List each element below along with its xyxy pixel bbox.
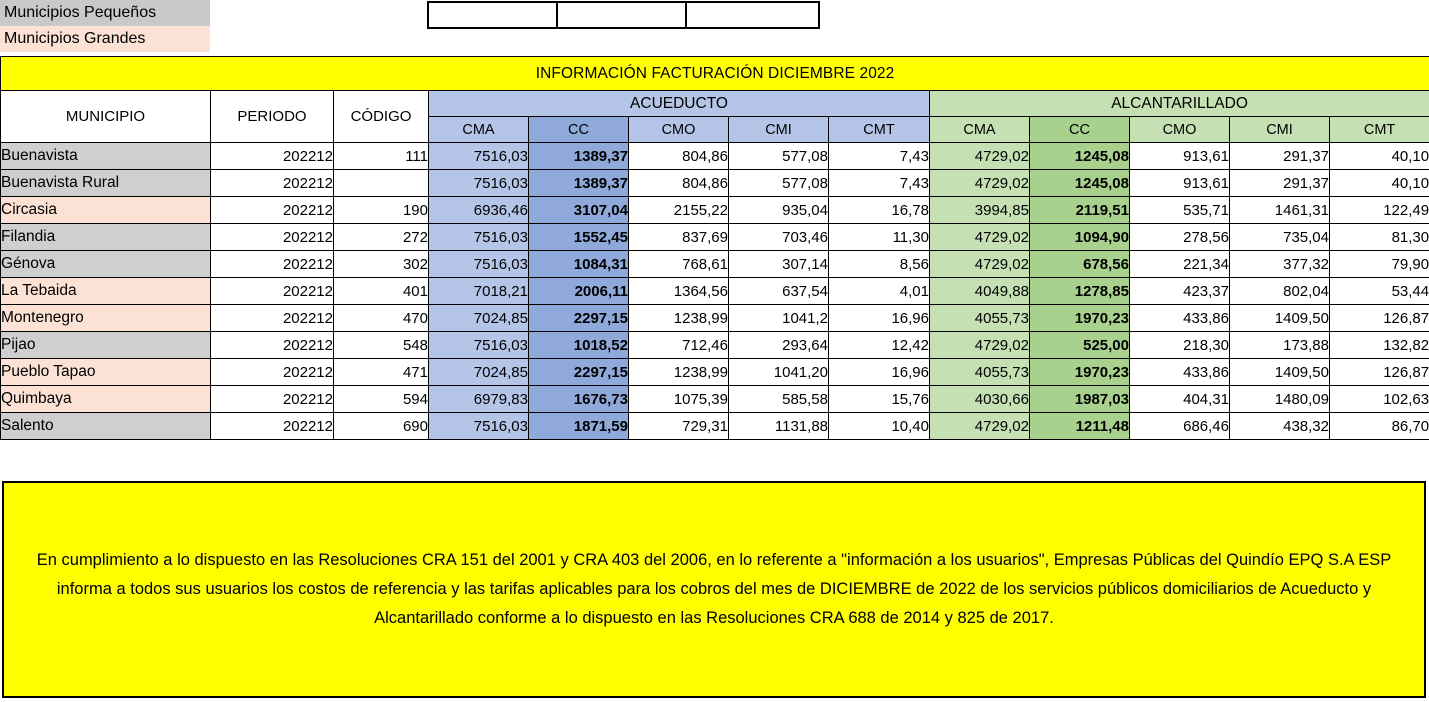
cell-alcantarillado-cmi[interactable]: 438,32 <box>1230 413 1330 440</box>
cell-alcantarillado-cmi[interactable]: 1409,50 <box>1230 359 1330 386</box>
legend-item-municipios-grandes <box>0 26 210 52</box>
cell-acueducto-cmo[interactable]: 1075,39 <box>629 386 729 413</box>
table-row <box>1 170 1429 197</box>
cell-acueducto-cc[interactable]: 2297,15 <box>529 359 629 386</box>
cell-acueducto-cc[interactable]: 2006,11 <box>529 278 629 305</box>
cell-acueducto-cmt[interactable]: 11,30 <box>829 224 930 251</box>
cell-acueducto-cmt[interactable]: 8,56 <box>829 251 930 278</box>
header-group-row <box>1 91 1429 117</box>
cell-alcantarillado-cc[interactable]: 1970,23 <box>1030 359 1130 386</box>
cell-acueducto-cmt[interactable]: 16,78 <box>829 197 930 224</box>
cell-alcantarillado-cmo[interactable]: 423,37 <box>1130 278 1230 305</box>
cell-acueducto-cmo[interactable]: 729,31 <box>629 413 729 440</box>
cell-codigo[interactable]: 401 <box>334 278 429 305</box>
cell-acueducto-cmi[interactable]: 935,04 <box>729 197 829 224</box>
cell-alcantarillado-cmi[interactable]: 735,04 <box>1230 224 1330 251</box>
cell-acueducto-cmi[interactable]: 1131,88 <box>729 413 829 440</box>
legend-item-municipios-pequenos <box>0 0 210 26</box>
cell-municipio[interactable]: Pueblo Tapao <box>1 359 211 386</box>
cell-acueducto-cc[interactable]: 1018,52 <box>529 332 629 359</box>
cell-acueducto-cc[interactable]: 2297,15 <box>529 305 629 332</box>
table-row <box>1 224 1429 251</box>
cell-alcantarillado-cma[interactable]: 4030,66 <box>930 386 1030 413</box>
cell-acueducto-cmt[interactable]: 16,96 <box>829 305 930 332</box>
cell-periodo[interactable]: 202212 <box>211 224 334 251</box>
cell-alcantarillado-cmo[interactable]: 433,86 <box>1130 359 1230 386</box>
cell-acueducto-cmi[interactable]: 307,14 <box>729 251 829 278</box>
cell-alcantarillado-cmo[interactable]: 686,46 <box>1130 413 1230 440</box>
column-header-codigo: CÓDIGO <box>334 91 429 143</box>
cell-periodo[interactable]: 202212 <box>211 278 334 305</box>
column-header-acueducto-cmi: CMI <box>729 117 829 143</box>
cell-acueducto-cma[interactable]: 7516,03 <box>429 170 529 197</box>
cell-acueducto-cmt[interactable]: 10,40 <box>829 413 930 440</box>
cell-alcantarillado-cc[interactable]: 1245,08 <box>1030 170 1130 197</box>
cell-alcantarillado-cmt[interactable]: 81,30 <box>1330 224 1429 251</box>
cell-alcantarillado-cmi[interactable]: 1461,31 <box>1230 197 1330 224</box>
cell-alcantarillado-cc[interactable]: 1211,48 <box>1030 413 1130 440</box>
cell-alcantarillado-cmi[interactable]: 173,88 <box>1230 332 1330 359</box>
cell-alcantarillado-cmo[interactable]: 218,30 <box>1130 332 1230 359</box>
table-row <box>1 251 1429 278</box>
cell-acueducto-cmt[interactable]: 7,43 <box>829 170 930 197</box>
cell-municipio[interactable]: Buenavista <box>1 143 211 170</box>
cell-alcantarillado-cma[interactable]: 4055,73 <box>930 305 1030 332</box>
empty-cells-group <box>427 1 820 29</box>
cell-alcantarillado-cmi[interactable]: 291,37 <box>1230 170 1330 197</box>
cell-alcantarillado-cmt[interactable]: 102,63 <box>1330 386 1429 413</box>
cell-acueducto-cmi[interactable]: 1041,20 <box>729 359 829 386</box>
cell-acueducto-cmo[interactable]: 712,46 <box>629 332 729 359</box>
cell-municipio[interactable]: Génova <box>1 251 211 278</box>
column-group-alcantarillado: ALCANTARILLADO <box>930 91 1429 117</box>
cell-municipio[interactable]: Circasia <box>1 197 211 224</box>
empty-cell[interactable] <box>429 3 558 27</box>
cell-acueducto-cc[interactable]: 1389,37 <box>529 143 629 170</box>
cell-acueducto-cmi[interactable]: 577,08 <box>729 170 829 197</box>
cell-acueducto-cma[interactable]: 6936,46 <box>429 197 529 224</box>
cell-acueducto-cmt[interactable]: 15,76 <box>829 386 930 413</box>
cell-alcantarillado-cma[interactable]: 4055,73 <box>930 359 1030 386</box>
cell-alcantarillado-cc[interactable]: 1094,90 <box>1030 224 1130 251</box>
empty-cell[interactable] <box>687 3 818 27</box>
cell-alcantarillado-cmt[interactable]: 79,90 <box>1330 251 1429 278</box>
cell-acueducto-cmo[interactable]: 804,86 <box>629 170 729 197</box>
cell-municipio[interactable]: La Tebaida <box>1 278 211 305</box>
cell-codigo[interactable]: 690 <box>334 413 429 440</box>
cell-acueducto-cmt[interactable]: 12,42 <box>829 332 930 359</box>
cell-acueducto-cmi[interactable]: 293,64 <box>729 332 829 359</box>
cell-acueducto-cmi[interactable]: 577,08 <box>729 143 829 170</box>
cell-codigo[interactable]: 272 <box>334 224 429 251</box>
column-header-acueducto-cc: CC <box>529 117 629 143</box>
cell-alcantarillado-cmi[interactable]: 291,37 <box>1230 143 1330 170</box>
cell-acueducto-cc[interactable]: 1871,59 <box>529 413 629 440</box>
cell-acueducto-cmo[interactable]: 2155,22 <box>629 197 729 224</box>
cell-acueducto-cmi[interactable]: 703,46 <box>729 224 829 251</box>
cell-alcantarillado-cc[interactable]: 2119,51 <box>1030 197 1130 224</box>
cell-acueducto-cma[interactable]: 7024,85 <box>429 359 529 386</box>
cell-acueducto-cma[interactable]: 7018,21 <box>429 278 529 305</box>
cell-acueducto-cma[interactable]: 7024,85 <box>429 305 529 332</box>
table-head <box>1 57 1429 143</box>
cell-alcantarillado-cmo[interactable]: 404,31 <box>1130 386 1230 413</box>
cell-alcantarillado-cma[interactable]: 4729,02 <box>930 413 1030 440</box>
cell-periodo[interactable]: 202212 <box>211 332 334 359</box>
cell-acueducto-cc[interactable]: 1084,31 <box>529 251 629 278</box>
cell-alcantarillado-cc[interactable]: 678,56 <box>1030 251 1130 278</box>
cell-acueducto-cma[interactable]: 7516,03 <box>429 224 529 251</box>
cell-alcantarillado-cmt[interactable]: 122,49 <box>1330 197 1429 224</box>
cell-acueducto-cmi[interactable]: 585,58 <box>729 386 829 413</box>
cell-municipio[interactable]: Montenegro <box>1 305 211 332</box>
cell-acueducto-cmo[interactable]: 1364,56 <box>629 278 729 305</box>
column-header-alcantarillado-cc: CC <box>1030 117 1130 143</box>
cell-alcantarillado-cma[interactable]: 4729,02 <box>930 224 1030 251</box>
cell-acueducto-cma[interactable]: 6979,83 <box>429 386 529 413</box>
cell-alcantarillado-cc[interactable]: 1970,23 <box>1030 305 1130 332</box>
legend-label-large: Municipios Grandes <box>4 30 146 47</box>
cell-alcantarillado-cmo[interactable]: 433,86 <box>1130 305 1230 332</box>
cell-municipio[interactable]: Buenavista Rural <box>1 170 211 197</box>
cell-acueducto-cmo[interactable]: 1238,99 <box>629 359 729 386</box>
empty-cell[interactable] <box>558 3 687 27</box>
column-header-acueducto-cmt: CMT <box>829 117 930 143</box>
cell-alcantarillado-cmt[interactable]: 53,44 <box>1330 278 1429 305</box>
cell-codigo[interactable]: 471 <box>334 359 429 386</box>
cell-alcantarillado-cmi[interactable]: 802,04 <box>1230 278 1330 305</box>
column-header-alcantarillado-cmt: CMT <box>1330 117 1429 143</box>
cell-municipio[interactable]: Pijao <box>1 332 211 359</box>
cell-alcantarillado-cmi[interactable]: 1409,50 <box>1230 305 1330 332</box>
cell-codigo[interactable]: 548 <box>334 332 429 359</box>
cell-acueducto-cmo[interactable]: 1238,99 <box>629 305 729 332</box>
cell-alcantarillado-cmi[interactable]: 377,32 <box>1230 251 1330 278</box>
cell-acueducto-cmt[interactable]: 16,96 <box>829 359 930 386</box>
cell-periodo[interactable]: 202212 <box>211 170 334 197</box>
cell-alcantarillado-cmi[interactable]: 1480,09 <box>1230 386 1330 413</box>
title-row <box>1 57 1429 91</box>
cell-acueducto-cc[interactable]: 1552,45 <box>529 224 629 251</box>
cell-periodo[interactable]: 202212 <box>211 386 334 413</box>
cell-alcantarillado-cc[interactable]: 1278,85 <box>1030 278 1130 305</box>
cell-acueducto-cma[interactable]: 7516,03 <box>429 413 529 440</box>
cell-acueducto-cc[interactable]: 3107,04 <box>529 197 629 224</box>
cell-alcantarillado-cmo[interactable]: 913,61 <box>1130 170 1230 197</box>
cell-acueducto-cmi[interactable]: 1041,2 <box>729 305 829 332</box>
column-header-municipio: MUNICIPIO <box>1 91 211 143</box>
cell-alcantarillado-cmt[interactable]: 126,87 <box>1330 359 1429 386</box>
cell-alcantarillado-cmo[interactable]: 913,61 <box>1130 143 1230 170</box>
cell-alcantarillado-cma[interactable]: 4729,02 <box>930 170 1030 197</box>
cell-municipio[interactable]: Quimbaya <box>1 386 211 413</box>
legal-note-text: En cumplimiento a lo dispuesto en las Resoluciones CRA 151 del 2001 y CRA 403 del 2006, en lo referente a "información a los usuarios", Empresas Públicas del Quindío EPQ S.A ESP informa a todos sus usuarios los costos de referencia y las tarifas aplicables para los cobros del mes de DICIEMBRE de 2022 de los servicios públicos domiciliarios de Acueducto y Alcantarillado conforme a lo dispuesto en las Resoluciones CRA 688 de 2014 y 825 de 2017. <box>36 551 1392 627</box>
cell-periodo[interactable]: 202212 <box>211 143 334 170</box>
cell-alcantarillado-cma[interactable]: 4729,02 <box>930 332 1030 359</box>
column-header-periodo: PERIODO <box>211 91 334 143</box>
cell-acueducto-cmi[interactable]: 637,54 <box>729 278 829 305</box>
cell-municipio[interactable]: Filandia <box>1 224 211 251</box>
legend <box>0 0 210 52</box>
cell-alcantarillado-cma[interactable]: 4729,02 <box>930 251 1030 278</box>
cell-alcantarillado-cc[interactable]: 1245,08 <box>1030 143 1130 170</box>
table-row <box>1 143 1429 170</box>
cell-acueducto-cc[interactable]: 1389,37 <box>529 170 629 197</box>
legal-note-box <box>2 481 1426 698</box>
cell-periodo[interactable]: 202212 <box>211 413 334 440</box>
cell-codigo[interactable]: 302 <box>334 251 429 278</box>
cell-alcantarillado-cmt[interactable]: 40,10 <box>1330 170 1429 197</box>
table-row <box>1 359 1429 386</box>
cell-alcantarillado-cmt[interactable]: 126,87 <box>1330 305 1429 332</box>
table-row <box>1 386 1429 413</box>
cell-periodo[interactable]: 202212 <box>211 197 334 224</box>
cell-alcantarillado-cma[interactable]: 4049,88 <box>930 278 1030 305</box>
column-header-acueducto-cmo: CMO <box>629 117 729 143</box>
cell-periodo[interactable]: 202212 <box>211 251 334 278</box>
cell-acueducto-cmo[interactable]: 804,86 <box>629 143 729 170</box>
cell-acueducto-cmo[interactable]: 768,61 <box>629 251 729 278</box>
table-row <box>1 332 1429 359</box>
cell-codigo[interactable]: 111 <box>334 143 429 170</box>
cell-acueducto-cc[interactable]: 1676,73 <box>529 386 629 413</box>
cell-alcantarillado-cmo[interactable]: 221,34 <box>1130 251 1230 278</box>
table-row <box>1 197 1429 224</box>
page-title: INFORMACIÓN FACTURACIÓN DICIEMBRE 2022 <box>1 57 1429 91</box>
cell-acueducto-cma[interactable]: 7516,03 <box>429 332 529 359</box>
cell-acueducto-cmt[interactable]: 7,43 <box>829 143 930 170</box>
cell-codigo[interactable]: 190 <box>334 197 429 224</box>
cell-codigo[interactable]: 470 <box>334 305 429 332</box>
cell-alcantarillado-cc[interactable]: 525,00 <box>1030 332 1130 359</box>
cell-alcantarillado-cc[interactable]: 1987,03 <box>1030 386 1130 413</box>
cell-codigo[interactable] <box>334 170 429 197</box>
billing-table <box>0 56 1429 440</box>
column-group-acueducto: ACUEDUCTO <box>429 91 930 117</box>
cell-periodo[interactable]: 202212 <box>211 305 334 332</box>
cell-alcantarillado-cmo[interactable]: 278,56 <box>1130 224 1230 251</box>
table-row <box>1 413 1429 440</box>
table-row <box>1 278 1429 305</box>
cell-alcantarillado-cma[interactable]: 3994,85 <box>930 197 1030 224</box>
column-header-alcantarillado-cmi: CMI <box>1230 117 1330 143</box>
column-header-alcantarillado-cma: CMA <box>930 117 1030 143</box>
cell-acueducto-cmo[interactable]: 837,69 <box>629 224 729 251</box>
table-body <box>1 143 1429 440</box>
cell-acueducto-cmt[interactable]: 4,01 <box>829 278 930 305</box>
cell-acueducto-cma[interactable]: 7516,03 <box>429 143 529 170</box>
cell-alcantarillado-cma[interactable]: 4729,02 <box>930 143 1030 170</box>
cell-municipio[interactable]: Salento <box>1 413 211 440</box>
column-header-acueducto-cma: CMA <box>429 117 529 143</box>
cell-alcantarillado-cmo[interactable]: 535,71 <box>1130 197 1230 224</box>
cell-alcantarillado-cmt[interactable]: 132,82 <box>1330 332 1429 359</box>
cell-codigo[interactable]: 594 <box>334 386 429 413</box>
cell-alcantarillado-cmt[interactable]: 86,70 <box>1330 413 1429 440</box>
column-header-alcantarillado-cmo: CMO <box>1130 117 1230 143</box>
cell-acueducto-cma[interactable]: 7516,03 <box>429 251 529 278</box>
billing-table-wrapper <box>0 56 1429 440</box>
cell-periodo[interactable]: 202212 <box>211 359 334 386</box>
table-row <box>1 305 1429 332</box>
cell-alcantarillado-cmt[interactable]: 40,10 <box>1330 143 1429 170</box>
legend-label-small: Municipios Pequeños <box>4 4 157 21</box>
